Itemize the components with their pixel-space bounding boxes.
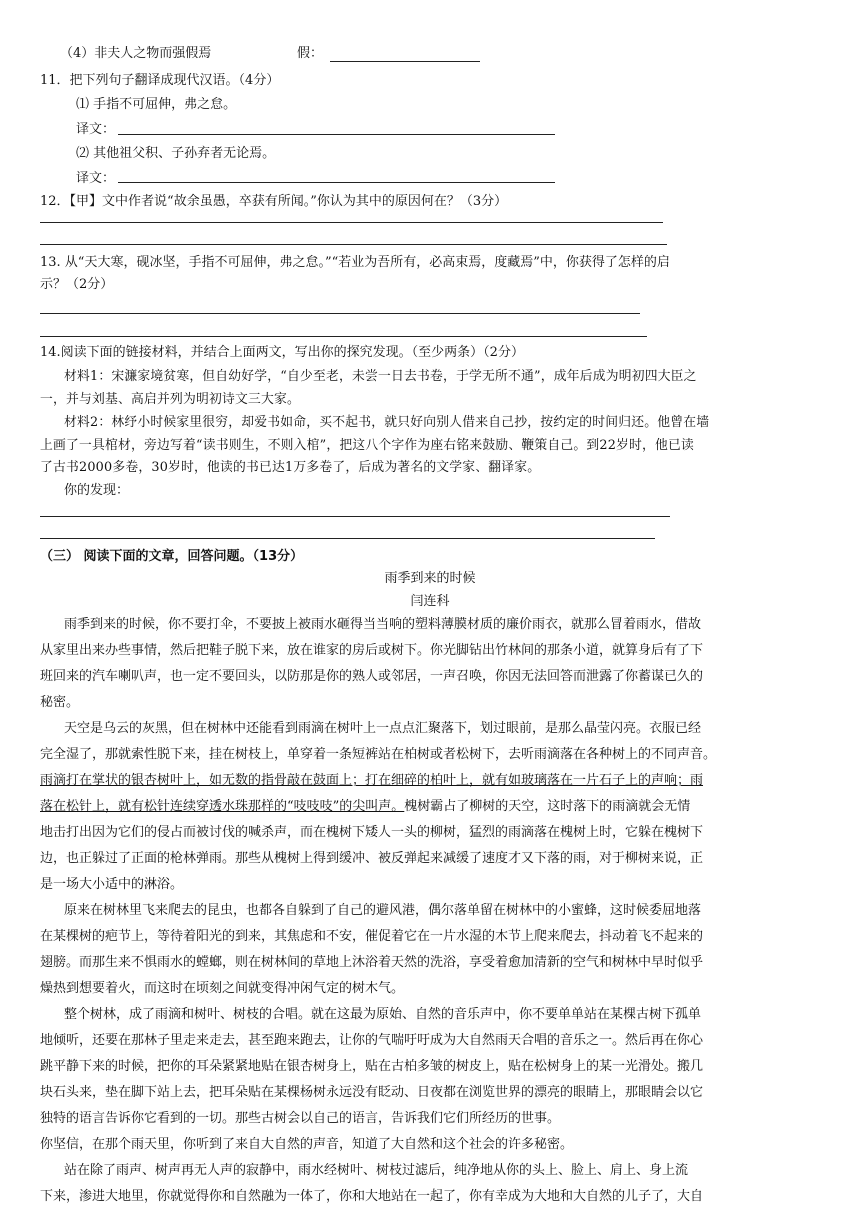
section-3-heading: （三） 阅读下面的文章，回答问题。（13分） <box>40 549 304 564</box>
answer-line[interactable] <box>40 516 670 517</box>
article-p1-line-3: 班回来的汽车喇叭声，也一定不要回头，以防那是你的熟人或邻居，一声召唤，你因无法回答而泄露了你蓄谋已久的 <box>40 669 704 684</box>
article-p2-line-5: 地击打出因为它们的侵占而被讨伐的喊杀声，而在槐树下矮人一头的柳树，猛烈的雨滴落在槐树上时，它躲在槐树下 <box>40 825 704 840</box>
answer-line[interactable] <box>118 182 555 183</box>
article-p4-line-4: 块石头来，垫在脚下站上去，把耳朵贴在某棵杨树永远没有眨动、日夜都在浏览世界的漂亮的眼睛上，那眼睛会以它 <box>40 1085 704 1100</box>
answer-line[interactable] <box>40 244 667 245</box>
q12-text: 12．【甲】文中作者说“故余虽愚，卒获有所闻。”你认为其中的原因何在？（3分） <box>40 194 508 209</box>
answer-line[interactable] <box>40 336 647 337</box>
article-p1-line-4: 秘密。 <box>40 695 80 710</box>
article-p3-line-4: 燥热到想要着火，而这时在顷刻之间就变得冲闲气定的树木气。 <box>40 981 405 996</box>
q13-line-1: 13. 从“天大寒，砚冰坚，手指不可屈伸，弗之怠。”“若业为吾所有，必高束焉，度藏焉”中，你获得了怎样的启 <box>40 255 670 270</box>
answer-line[interactable] <box>330 61 480 62</box>
article-p3-line-3: 翅膀。而那生来不惧雨水的螳螂，则在树林间的草地上沐浴着天然的洗浴，享受着愈加清新的空气和树林中早时似乎 <box>40 955 704 970</box>
q11-title: 11．把下列句子翻译成现代汉语。（4分） <box>40 73 280 88</box>
q14-material-2-line-1: 材料2：林纾小时候家里很穷，却爱书如命，买不起书，就只好向别人借来自己抄，按约定的时间归还。他曾在墙 <box>64 415 710 430</box>
answer-line[interactable] <box>40 538 655 539</box>
article-p3-line-1: 原来在树林里飞来爬去的昆虫，也都各自躲到了自己的避风港，偶尔落单留在树林中的小蜜蜂，这时候委屈地落 <box>64 903 702 918</box>
q11-sentence-1: ⑴ 手指不可屈伸，弗之怠。 <box>76 97 237 112</box>
article-p2-line-1: 天空是乌云的灰黑，但在树林中还能看到雨滴在树叶上一点点汇聚落下，划过眼前，是那么晶莹闪亮。衣服已经 <box>64 721 702 736</box>
article-p5: 你坚信，在那个雨天里，你听到了来自大自然的声音，知道了大自然和这个社会的许多秘密。 <box>40 1137 574 1152</box>
q11-sentence-2: ⑵ 其他祖父积、子孙弃者无论焉。 <box>76 146 276 161</box>
article-p2-underlined-line-2: 落在松针上，就有松针连续穿透水珠那样的“吱吱吱”的尖叫声。 <box>40 799 405 814</box>
article-title: 雨季到来的时候 <box>384 571 476 586</box>
article-p4-line-5: 独特的语言告诉你它看到的一切。那些古树会以自己的语言，告诉我们它们所经历的世事。 <box>40 1111 561 1126</box>
answer-line[interactable] <box>40 313 640 314</box>
answer-line[interactable] <box>118 134 555 135</box>
q11-translation-label-2: 译文： <box>76 171 116 186</box>
q14-finding-label: 你的发现： <box>64 483 130 498</box>
article-p2-line-4 <box>40 798 690 816</box>
q11-translation-label-1: 译文： <box>76 122 116 137</box>
article-p2-underlined-line-1: 雨滴打在掌状的银杏树叶上，如无数的指骨敲在鼓面上；打在细碎的柏叶上，就有如玻璃落在一片石子上的声响；雨 <box>40 773 704 788</box>
q13-line-2: 示？（2分） <box>40 277 114 292</box>
article-p4-line-3: 跳平静下来的时候，把你的耳朵紧紧地贴在银杏树身上，贴在古柏多皱的树皮上，贴在松树身上的某一光滑处。搬几 <box>40 1059 704 1074</box>
article-p1-line-1: 雨季到来的时候，你不要打伞，不要披上被雨水砸得当当响的塑料薄膜材质的廉价雨衣，就那么冒着雨水，借故 <box>64 617 702 632</box>
q14-material-2-line-2: 上画了一具棺材，旁边写着“读书则生，不则入棺”，把这八个字作为座右铭来鼓励、鞭策自己。到22岁时，他已读 <box>40 438 695 453</box>
article-p4-line-1: 整个树林，成了雨滴和树叶、树枝的合唱。就在这最为原始、自然的音乐声中，你不要单单站在某棵古树下孤单 <box>64 1007 702 1022</box>
article-p6-line-2: 下来，渗进大地里，你就觉得你和自然融为一体了，你和大地站在一起了，你有幸成为大地和大自然的儿子了，大自 <box>40 1189 704 1204</box>
q10-item-4-text: （4）非夫人之物而强假焉 <box>60 46 212 61</box>
article-p2-line-2: 完全湿了，那就索性脱下来，挂在树枝上，单穿着一条短裤站在柏树或者松树下，去听雨滴落在各种树上的不同声音。 <box>40 747 717 762</box>
q14-material-1-line-1: 材料1：宋濂家境贫寒，但自幼好学，“自少至老，未尝一日去书卷，于学无所不通”，成年后成为明初四大臣之 <box>64 369 697 384</box>
article-p2-line-7: 是一场大小适中的淋浴。 <box>40 877 184 892</box>
article-p2-line-4-rest: 槐树霸占了柳树的天空，这时落下的雨滴就会无情 <box>404 799 691 814</box>
q14-material-2-line-3: 了古书2000多卷，30岁时，他读的书已达1万多卷了，后成为著名的文学家、翻译家。 <box>40 460 541 475</box>
article-p4-line-2: 地倾听，还要在那林子里走来走去，甚至跑来跑去，让你的气喘吁吁成为大自然雨天合唱的音乐之一。然后再在你心 <box>40 1033 704 1048</box>
article-p6-line-1: 站在除了雨声、树声再无人声的寂静中，雨水经树叶、树枝过滤后，纯净地从你的头上、脸上、肩上、身上流 <box>64 1163 689 1178</box>
q10-item-4-label: 假： <box>297 46 324 61</box>
answer-line[interactable] <box>40 222 663 223</box>
article-author: 闫连科 <box>410 594 450 609</box>
article-p1-line-2: 从家里出来办些事情，然后把鞋子脱下来，放在谁家的房后或树下。你光脚钻出竹林间的那条小道，就算身后有了下 <box>40 643 704 658</box>
article-p2-line-6: 边，也正躲过了正面的枪林弹雨。那些从槐树上得到缓冲、被反弹起来减缓了速度才又下落的雨，对于柳树来说，正 <box>40 851 704 866</box>
q14-title: 14.阅读下面的链接材料，并结合上面两文，写出你的探究发现。（至少两条）（2分） <box>40 345 524 360</box>
article-p3-line-2: 在某棵树的疤节上，等待着阳光的到来，其焦虑和不安，催促着它在一片水湿的木节上爬来爬去，抖动着飞不起来的 <box>40 929 704 944</box>
q10-item-4 <box>60 45 211 63</box>
q14-material-1-line-2: 一，并与刘基、高启并列为明初诗文三大家。 <box>40 392 300 407</box>
